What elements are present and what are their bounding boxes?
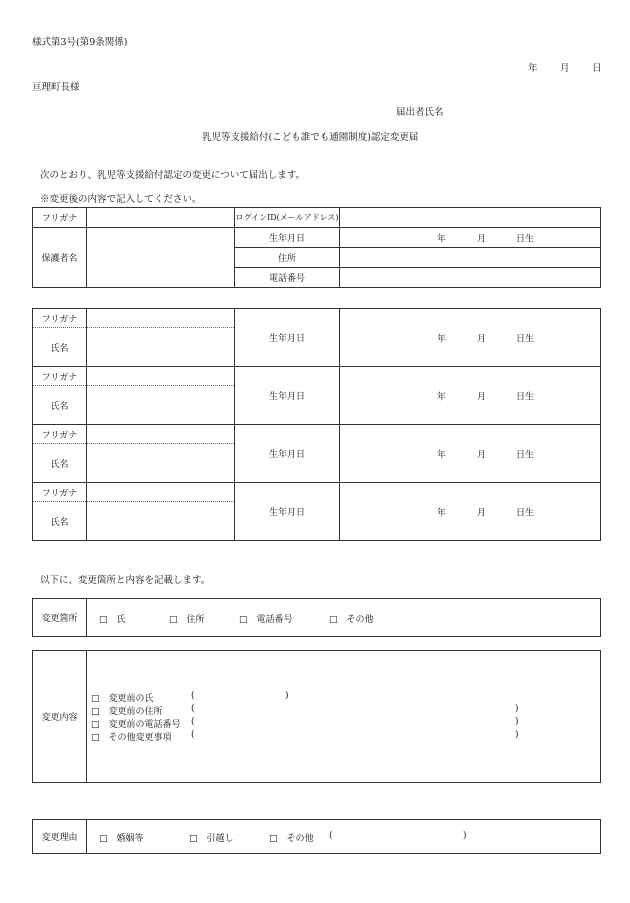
child-furigana-label: フリガナ (33, 309, 87, 328)
children-table (32, 308, 601, 541)
child-birth-day: 日生 (516, 392, 535, 402)
note-text: ※変更後の内容で記入してください。 (40, 194, 202, 205)
change-content-items (87, 651, 601, 783)
change-content-table (32, 650, 601, 783)
paren-close: ) (463, 831, 467, 841)
checkbox-reason-other[interactable]: □ その他 (269, 834, 314, 844)
paren-close: ) (285, 691, 289, 701)
child-birthdate-field[interactable] (340, 367, 601, 425)
checkbox-phone[interactable]: □ 電話番号 (239, 615, 293, 625)
form-number: 様式第3号(第9条関係) (32, 37, 128, 48)
child-birth-month: 月 (477, 392, 487, 402)
paren-close: ) (515, 730, 519, 740)
child-birth-year: 年 (437, 508, 447, 518)
paren-open: ( (329, 831, 333, 841)
child-birth-day: 日生 (516, 450, 535, 460)
paren-open: ( (191, 704, 195, 714)
child-birthdate-field[interactable] (340, 309, 601, 367)
content-item-text: □ 変更前の住所 (91, 707, 163, 717)
guardian-table (32, 207, 601, 288)
content-item-text: □ 変更前の電話番号 (91, 720, 181, 730)
paren-open: ( (191, 717, 195, 727)
guardian-name-label: 保護者名 (33, 228, 87, 288)
child-birth-month: 月 (477, 334, 487, 344)
paren-close: ) (515, 704, 519, 714)
child-birth-month: 月 (477, 450, 487, 460)
child-furigana-label: フリガナ (33, 425, 87, 444)
guardian-birthdate-field[interactable] (340, 228, 601, 248)
child-furigana-label: フリガナ (33, 367, 87, 386)
change-place-table (32, 598, 601, 637)
child-name-field[interactable] (87, 328, 235, 367)
child-birthdate-field[interactable] (340, 483, 601, 541)
date-day: 日 (592, 63, 602, 74)
child-furigana-field[interactable] (87, 483, 235, 502)
child-birth-month: 月 (477, 508, 487, 518)
change-place-label: 変更箇所 (33, 599, 87, 637)
guardian-name-field[interactable] (87, 228, 235, 288)
child-birth-year: 年 (437, 392, 447, 402)
checkbox-other[interactable]: □ その他 (329, 615, 374, 625)
child-furigana-label: フリガナ (33, 483, 87, 502)
addressee: 亘理町長様 (32, 82, 80, 93)
form-title: 乳児等支援給付(こども誰でも通園制度)認定変更届 (202, 132, 419, 143)
guardian-phone-label: 電話番号 (235, 268, 340, 288)
child-name-field[interactable] (87, 502, 235, 541)
guardian-birth-month: 月 (477, 234, 487, 244)
date-month: 月 (560, 63, 570, 74)
child-name-field[interactable] (87, 386, 235, 425)
change-reason-options (87, 820, 601, 854)
child-birth-year: 年 (437, 450, 447, 460)
guardian-furigana-label: フリガナ (33, 208, 87, 228)
checkbox-address[interactable]: □ 住所 (169, 615, 205, 625)
guardian-birthdate-label: 生年月日 (235, 228, 340, 248)
paren-open: ( (191, 730, 195, 740)
child-name-label: 氏名 (33, 502, 87, 541)
child-birth-day: 日生 (516, 508, 535, 518)
content-item-text: □ 変更前の氏 (91, 694, 154, 704)
guardian-address-label: 住所 (235, 248, 340, 268)
intro-text: 次のとおり、乳児等支援給付認定の変更について届出します。 (40, 170, 306, 181)
paren-close: ) (515, 717, 519, 727)
content-item-other[interactable] (91, 730, 172, 743)
guardian-birth-day: 日生 (516, 234, 535, 244)
checkbox-name[interactable]: □ 氏 (99, 615, 126, 625)
change-intro: 以下に、変更箇所と内容を記載します。 (40, 575, 211, 586)
guardian-address-field[interactable] (340, 248, 601, 268)
content-item-text: □ その他変更事項 (91, 733, 172, 743)
child-birth-day: 日生 (516, 334, 535, 344)
child-name-field[interactable] (87, 444, 235, 483)
checkbox-marriage[interactable]: □ 婚姻等 (99, 834, 144, 844)
change-content-label: 変更内容 (33, 651, 87, 783)
submitter-label: 届出者氏名 (396, 107, 444, 118)
change-reason-label: 変更理由 (33, 820, 87, 854)
child-birth-year: 年 (437, 334, 447, 344)
login-id-label: ログインID(メールアドレス) (235, 208, 340, 228)
change-place-options (87, 599, 601, 637)
checkbox-moving[interactable]: □ 引越し (189, 834, 234, 844)
guardian-birth-year: 年 (437, 234, 447, 244)
login-id-field[interactable] (340, 208, 601, 228)
child-birthdate-label: 生年月日 (235, 309, 340, 367)
child-birthdate-label: 生年月日 (235, 483, 340, 541)
content-item-address[interactable] (91, 704, 163, 717)
guardian-furigana-field[interactable] (87, 208, 235, 228)
child-name-label: 氏名 (33, 444, 87, 483)
change-reason-table (32, 819, 601, 854)
child-furigana-field[interactable] (87, 367, 235, 386)
guardian-phone-field[interactable] (340, 268, 601, 288)
child-birthdate-label: 生年月日 (235, 425, 340, 483)
child-name-label: 氏名 (33, 386, 87, 425)
paren-open: ( (191, 691, 195, 701)
content-item-name[interactable] (91, 691, 154, 704)
child-name-label: 氏名 (33, 328, 87, 367)
child-furigana-field[interactable] (87, 425, 235, 444)
child-furigana-field[interactable] (87, 309, 235, 328)
content-item-phone[interactable] (91, 717, 181, 730)
child-birthdate-label: 生年月日 (235, 367, 340, 425)
date-year: 年 (528, 63, 538, 74)
child-birthdate-field[interactable] (340, 425, 601, 483)
